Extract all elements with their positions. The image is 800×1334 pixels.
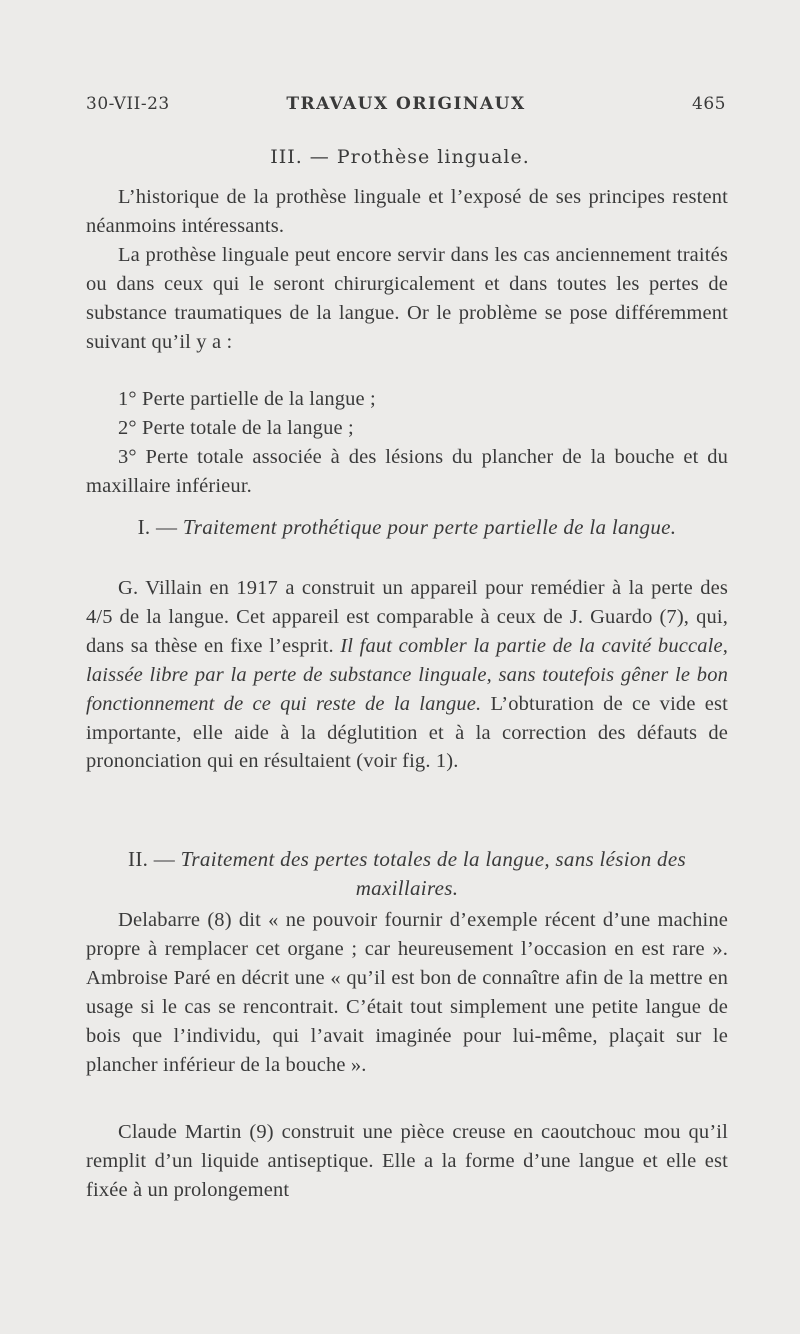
list-item: 1° Perte partielle de la langue ; xyxy=(118,388,376,410)
paragraph-intro-2 xyxy=(86,241,728,357)
paragraph-delabarre xyxy=(86,906,728,1079)
subheading-text: Traitement des pertes totales de la langue, sans lésion des maxillaires. xyxy=(180,847,686,900)
subheading-total-loss xyxy=(86,845,728,903)
paragraph-text-plain: G. Villain en 1917 a construit un appareil pour remédier à la perte des 4/5 de la langue. Cet appareil est comparable à ceux de J. Guardo (7), qui, dans sa thèse en fixe l’esprit. xyxy=(86,577,728,657)
paragraph-claude-martin xyxy=(86,1118,728,1205)
paragraph-text: Claude Martin (9) construit une pièce creuse en caoutchouc mou qu’il remplit d’un liquide antiseptique. Elle a la forme d’une langue et elle est fixée à un prolongement xyxy=(86,1121,728,1201)
subheading-number: I. — xyxy=(137,515,178,539)
paragraph-intro-1 xyxy=(86,183,728,241)
header-date: 30-VII-23 xyxy=(86,94,170,114)
list-item: 3° Perte totale associée à des lésions du plancher de la bouche et du maxillaire inférieur. xyxy=(86,445,728,497)
paragraph-text: Delabarre (8) dit « ne pouvoir fournir d’exemple récent d’une machine propre à remplacer cet organe ; car heureusement l’occasion en est rare ». Ambroise Paré en décrit une « qu’il est bon de connaître afin de la mettre en usage si le cas se rencontrait. C’était tout simplement une petite langue de bois que l’individu, qui l’avait imaginée pour lui-même, plaçait sur le plancher inférieur de la bouche ». xyxy=(86,909,728,1076)
paragraph-text-italic: Il faut combler la partie de la cavité buccale, laissée libre par la perte de substance linguale, sans toutefois gêner le bon fonctionnement de ce qui reste de la langue. xyxy=(86,634,729,715)
paragraph-text xyxy=(86,574,728,776)
paragraph-text: L’historique de la prothèse linguale et l’exposé de ses principes restent néanmoins intéressants. xyxy=(86,186,728,237)
paragraph-text-end: L’obturation de ce vide est importante, elle aide à la déglutition et à la correction des défauts de prononciation qui en résultaient (voir fig. 1). xyxy=(86,692,728,773)
numbered-list xyxy=(86,385,728,501)
header-journal-section: TRAVAUX ORIGINAUX xyxy=(286,94,526,114)
paragraph-text: La prothèse linguale peut encore servir dans les cas anciennement traités ou dans ceux qui le seront chirurgicalement et dans toutes les pertes de substance traumatiques de la langue. Or le problème se pose différemment suivant qu’il y a : xyxy=(86,244,728,353)
subheading-number: II. — xyxy=(128,847,176,871)
paragraph-villain xyxy=(86,574,728,776)
subheading-text: Traitement prothétique pour perte partielle de la langue. xyxy=(182,515,677,539)
page-number: 465 xyxy=(692,94,726,114)
running-header xyxy=(86,94,726,120)
section-title: III. — Prothèse linguale. xyxy=(270,146,530,168)
subheading-partial-loss xyxy=(86,513,728,542)
list-item: 2° Perte totale de la langue ; xyxy=(118,416,354,439)
